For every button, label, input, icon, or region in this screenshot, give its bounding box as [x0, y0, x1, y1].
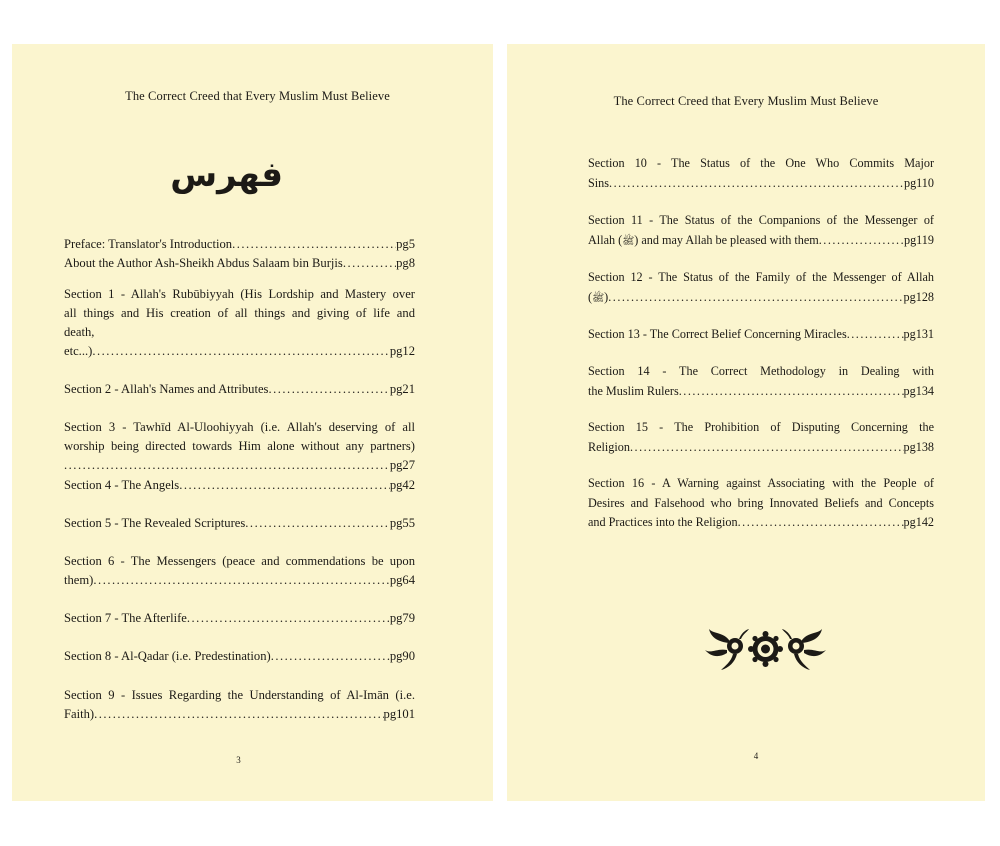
toc-entry-title-line: ( [588, 289, 593, 304]
toc-entry-title-line: Section 6 - The Messengers (peace and commendations be upon [64, 554, 415, 568]
running-head: The Correct Creed that Every Muslim Must Believe [125, 89, 390, 103]
toc-entry-title-line: Allah ( [588, 232, 623, 247]
toc-entry-title-line: Section 3 - Tawhīd Al-Uloohiyyah (i.e. Allah's deserving of all [64, 420, 415, 434]
toc-entry-page: pg64 [389, 573, 415, 587]
toc-entry-page: pg119 [903, 232, 934, 247]
left-page [12, 44, 493, 801]
toc-entry-section-9[interactable] [64, 686, 415, 724]
toc-entry-section-6[interactable] [64, 552, 415, 590]
toc-entry-title-line: Religion [588, 439, 630, 454]
toc-entry-page: pg79 [389, 611, 415, 625]
toc-entry-page: pg128 [903, 289, 934, 304]
toc-entry-page: pg131 [903, 327, 934, 341]
toc-entry-page: pg138 [903, 439, 934, 454]
toc-entry-section-2[interactable] [64, 380, 415, 399]
toc-entry-section-8[interactable] [64, 647, 415, 666]
toc-entry-title: Preface: Translator's Introduction [64, 237, 233, 251]
toc-entry-title-line: Section 15 - The Prohibition of Disputing Concerning the [588, 420, 934, 434]
floral-ornament-icon [703, 626, 828, 672]
toc-entry-section-10[interactable] [588, 154, 934, 193]
toc-entry-title-line: ) [604, 289, 609, 304]
toc-entry-title-line: Section 10 - The Status of the One Who Commits Major [588, 156, 934, 170]
toc-entry-title-line: Sins [588, 175, 610, 190]
toc-entry-title: About the Author Ash-Sheikh Abdus Salaam bin Burjis [64, 256, 343, 270]
toc-entry-page: pg12 [389, 344, 415, 358]
toc-entry-title: Section 7 - The Afterlife [64, 611, 187, 625]
toc-entry-section-14[interactable] [588, 362, 934, 401]
arabic-contents-title: فهرس [170, 155, 283, 195]
toc-entry-title: Section 13 - The Correct Belief Concerning Miracles [588, 327, 847, 341]
toc-entry-section-11[interactable] [588, 211, 934, 251]
toc-entry-page: pg5 [396, 237, 415, 251]
toc-entry-section-7[interactable] [64, 609, 415, 628]
toc-entry-title-line: them) [64, 573, 94, 587]
toc-entry-title-line: ) and may Allah be pleased with them [634, 232, 819, 247]
toc-entry-page: pg55 [389, 516, 415, 530]
salutation-glyph: ﷺ [622, 235, 635, 247]
toc-entry-title-line: all things and His creation of all things and giving of life and [64, 306, 415, 320]
right-page [507, 44, 985, 801]
toc-entry-title-line: and Practices into the Religion [588, 515, 738, 529]
toc-entry-title-line: Section 11 - The Status of the Companions of the Messenger of [588, 213, 934, 227]
toc-entry-title: Section 5 - The Revealed Scriptures [64, 516, 246, 530]
toc-entry-title-line: worship being directed towards Him alone without any partners) [64, 439, 415, 453]
toc-entry-title-line: Section 14 - The Correct Methodology in Dealing with [588, 364, 934, 378]
toc-entry-section-13[interactable] [588, 325, 934, 345]
toc-entry-page: pg110 [903, 175, 934, 190]
page-number: 4 [753, 751, 759, 761]
toc-entry-page: pg27 [389, 458, 415, 472]
toc-entry-page: pg101 [383, 707, 415, 721]
toc-entry-title-line: Section 9 - Issues Regarding the Understanding of Al-Imān (i.e. [64, 688, 415, 702]
page-number: 3 [236, 755, 241, 765]
toc-entry-title: Section 4 - The Angels [64, 478, 180, 492]
toc-entry-page: pg42 [389, 478, 415, 492]
toc-entry-section-3[interactable] [64, 418, 415, 475]
toc-entry-section-15[interactable] [588, 418, 934, 457]
toc-entry-section-5[interactable] [64, 514, 415, 533]
toc-entry-page: pg21 [389, 382, 415, 396]
toc-entry-section-12[interactable] [588, 268, 934, 308]
toc-entry-title: Section 8 - Al-Qadar (i.e. Predestination) [64, 649, 271, 663]
toc-entry-author[interactable] [64, 254, 415, 273]
toc-entry-section-16[interactable] [588, 474, 934, 533]
toc-entry-title-line: Section 1 - Allah's Rubūbiyyah (His Lordship and Mastery over [64, 287, 415, 301]
toc-entry-section-4[interactable] [64, 476, 415, 495]
toc-entry-title-line: death, [64, 325, 95, 339]
salutation-glyph: ﷺ [592, 292, 605, 304]
toc-entry-title-line: Section 16 - A Warning against Associating with the People of [588, 476, 934, 490]
toc-entry-title: Section 2 - Allah's Names and Attributes [64, 382, 269, 396]
toc-entry-preface[interactable] [64, 235, 415, 254]
toc-entry-title-line: Faith) [64, 707, 95, 721]
toc-entry-title-line: Section 12 - The Status of the Family of the Messenger of Allah [588, 270, 934, 284]
toc-entry-section-1[interactable] [64, 285, 415, 361]
toc-entry-page: pg8 [396, 256, 415, 270]
toc-entry-page: pg142 [903, 515, 934, 529]
toc-entry-title-line: etc...) [64, 344, 93, 358]
toc-entry-title-line: the Muslim Rulers [588, 383, 679, 398]
toc-entry-page: pg90 [389, 649, 415, 663]
running-head: The Correct Creed that Every Muslim Must Believe [613, 94, 879, 108]
toc-entry-page: pg134 [903, 383, 934, 398]
toc-entry-title-line: Desires and Falsehood who bring Innovated Beliefs and Concepts [588, 495, 934, 510]
